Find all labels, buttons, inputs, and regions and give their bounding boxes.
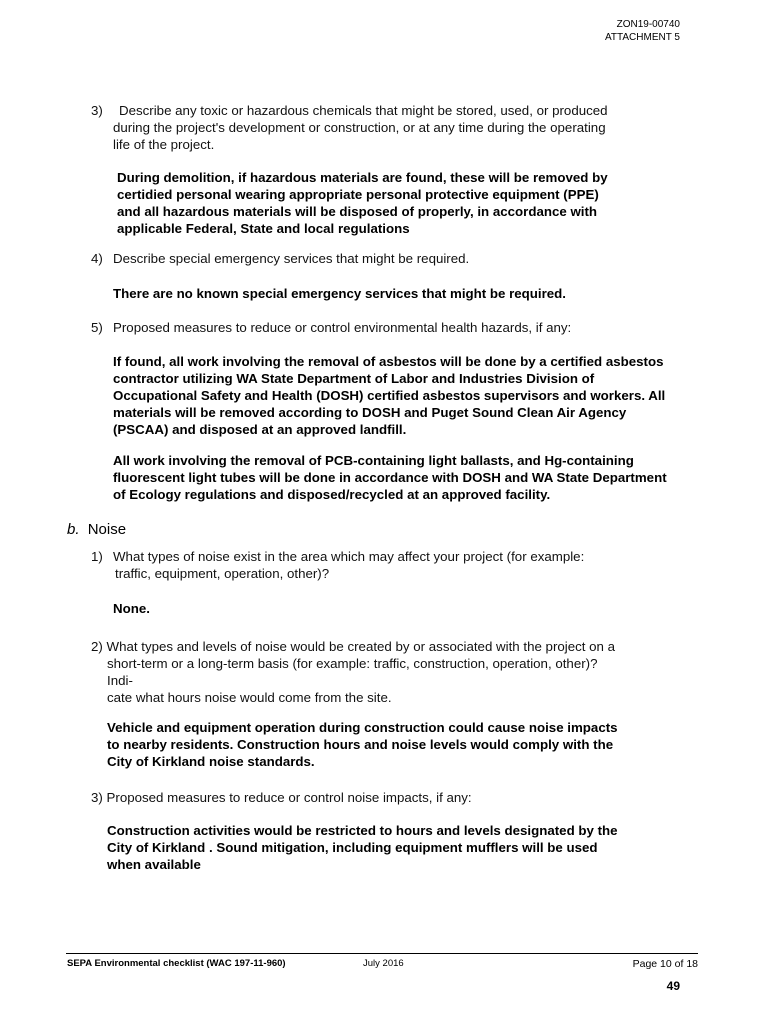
question-line: 2) What types and levels of noise would be created by or associated with the project on a [91, 639, 616, 654]
answer-line: contractor utilizing WA State Department of Labor and Industries Division of [113, 371, 595, 386]
answer-line: to nearby residents. Construction hours and noise levels would comply with the [107, 737, 614, 752]
question-line: during the project's development or construction, or at any time during the operating [113, 120, 606, 135]
footer-title: SEPA Environmental checklist (WAC 197-11-960) [67, 958, 286, 969]
answer-line: fluorescent light tubes will be done in accordance with DOSH and WA State Department [113, 470, 667, 485]
answer-line: Construction activities would be restricted to hours and levels designated by the [107, 823, 618, 838]
footer-divider [66, 953, 698, 954]
answer-paragraph [113, 353, 665, 438]
question-line: short-term or a long-term basis (for example: traffic, construction, operation, other)? [107, 656, 598, 671]
page-indicator: Page 10 of 18 [632, 958, 698, 970]
answer-line: applicable Federal, State and local regulations [117, 221, 410, 236]
question-text [113, 548, 584, 582]
question-line: Indi- [107, 673, 133, 688]
question-line: cate what hours noise would come from the site. [107, 690, 392, 705]
section-title: Noise [87, 521, 127, 538]
question-number: 3) [91, 103, 103, 118]
answer-text: There are no known special emergency services that might be required. [113, 286, 566, 301]
question-text: 3) Proposed measures to reduce or control noise impacts, if any: [91, 790, 472, 805]
question-line: life of the project. [113, 137, 215, 152]
answer-line: Vehicle and equipment operation during construction could cause noise impacts [107, 720, 618, 735]
answer-line: when available [107, 857, 201, 872]
question-line: traffic, equipment, operation, other)? [115, 566, 330, 581]
question-number: 4) [91, 251, 103, 266]
answer-line: During demolition, if hazardous materials are found, these will be removed by [117, 170, 608, 185]
answer-line: All work involving the removal of PCB-containing light ballasts, and Hg-containing [113, 453, 634, 468]
answer-text [107, 719, 618, 770]
answer-line: and all hazardous materials will be disposed of properly, in accordance with [117, 204, 598, 219]
question-line: Describe any toxic or hazardous chemicals that might be stored, used, or produced [119, 103, 608, 118]
answer-text [117, 169, 608, 237]
answer-line: (PSCAA) and disposed at an approved landfill. [113, 422, 407, 437]
question-text: Proposed measures to reduce or control environmental health hazards, if any: [113, 320, 572, 335]
section-heading [67, 521, 126, 539]
question-text [113, 102, 608, 153]
attachment-label: ATTACHMENT 5 [604, 32, 680, 43]
answer-line: materials will be removed according to DOSH and Puget Sound Clean Air Agency [113, 405, 627, 420]
answer-line: City of Kirkland noise standards. [107, 754, 315, 769]
document-header [480, 18, 680, 44]
answer-line: Occupational Safety and Health (DOSH) certified asbestos supervisors and workers. All [113, 388, 666, 403]
page-stamp: 49 [666, 979, 680, 993]
answer-line: certidied personal wearing appropriate personal protective equipment (PPE) [117, 187, 599, 202]
question-text [91, 638, 615, 706]
section-letter: b. [67, 521, 80, 538]
footer-date: July 2016 [363, 958, 404, 969]
question-text: Describe special emergency services that might be required. [113, 251, 470, 266]
answer-text [107, 822, 618, 873]
question-line: What types of noise exist in the area which may affect your project (for example: [113, 549, 585, 564]
answer-text: None. [113, 601, 150, 616]
answer-paragraph [113, 452, 667, 503]
question-number: 5) [91, 320, 103, 335]
answer-line: If found, all work involving the removal of asbestos will be done by a certified asbestos [113, 354, 664, 369]
question-number: 1) [91, 549, 103, 564]
doc-id: ZON19-00740 [616, 19, 680, 30]
answer-line: City of Kirkland . Sound mitigation, including equipment mufflers will be used [107, 840, 598, 855]
answer-line: of Ecology regulations and disposed/recycled at an approved facility. [113, 487, 551, 502]
